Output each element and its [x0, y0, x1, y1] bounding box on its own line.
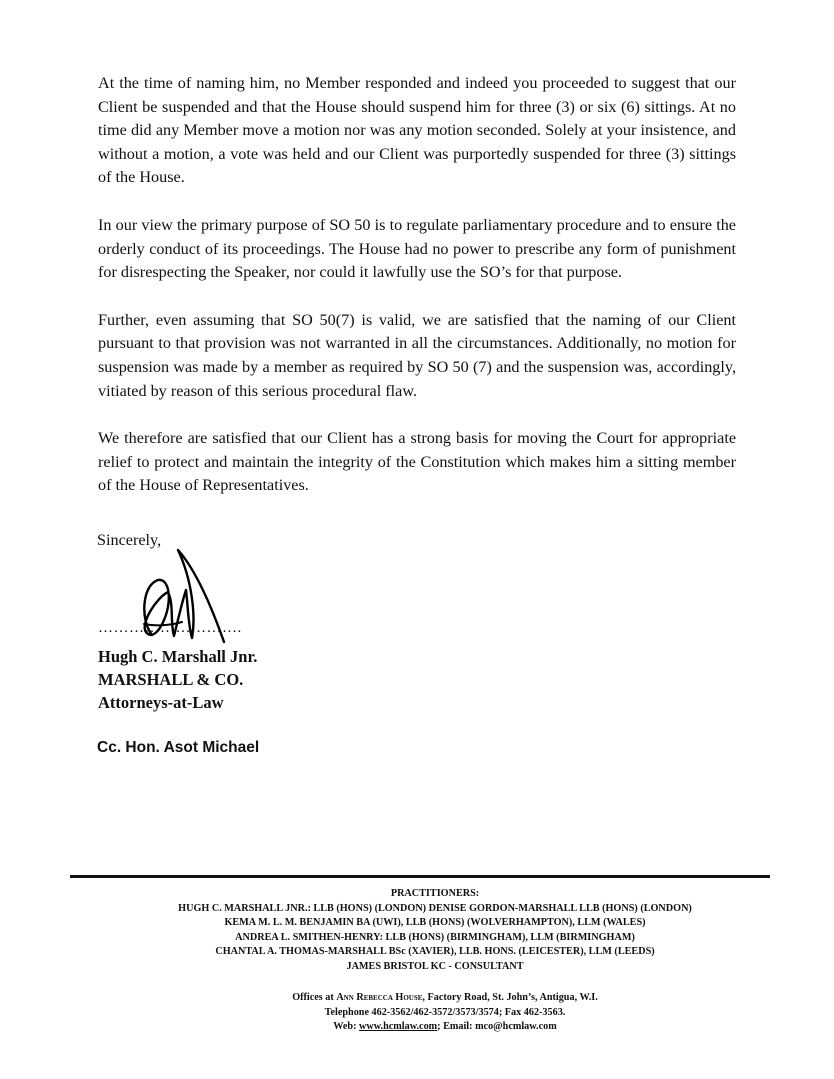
office-telephone: Telephone 462-3562/462-3572/3573/3574; Fax 462-3563.: [324, 1006, 566, 1018]
practitioner-line: CHANTAL A. THOMAS-MARSHALL BSc (XAVIER), LLB. HONS. (LEICESTER), LLM (LEEDS): [215, 946, 655, 958]
closing-salutation: Sincerely,: [97, 531, 162, 549]
practitioner-line: ANDREA L. SMITHEN-HENRY: LLB (HONS) (BIRMINGHAM), LLM (BIRMINGHAM): [235, 931, 635, 943]
body-paragraph-3: Further, even assuming that SO 50(7) is valid, we are satisfied that the naming of our Client pursuant to that provision was not warranted in all the circumstances. Additionally, no motion for suspension was made by a member as required by SO 50 (7) and the suspension was, accordingly, vitiated by reason of this serious procedural flaw.: [98, 310, 736, 400]
office-building: Ann Rebecca House: [336, 992, 423, 1003]
office-prefix: Offices at: [292, 992, 337, 1003]
office-address: [230, 991, 660, 1006]
practitioner-line: KEMA M. L. M. BENJAMIN BA (UWI), LLB (HONS) (WOLVERHAMPTON), LLM (WALES): [224, 917, 646, 929]
signature-line: ……………………….: [98, 620, 242, 636]
website-link[interactable]: www.hcmlaw.com: [359, 1021, 438, 1033]
office-street: , Factory Road, St. John’s, Antigua, W.I.: [422, 992, 598, 1003]
signatory-title: Attorneys-at-Law: [98, 693, 224, 712]
signatory-firm: MARSHALL & CO.: [98, 670, 244, 689]
practitioner-line: HUGH C. MARSHALL JNR.: LLB (HONS) (LONDON) DENISE GORDON-MARSHALL LLB (HONS) (LONDON): [178, 902, 692, 914]
office-contact: [230, 991, 660, 1035]
cc-line: Cc. Hon. Asot Michael: [97, 739, 260, 756]
signature-block: [98, 645, 257, 714]
practitioners-heading: PRACTITIONERS:: [390, 888, 480, 899]
body-paragraph-4: We therefore are satisfied that our Client has a strong basis for moving the Court for appropriate relief to protect and maintain the integrity of the Constitution which makes him a sitting member of the House of Representatives.: [98, 429, 736, 495]
footer-divider: [70, 875, 770, 878]
email-text: ; Email: mco@hcmlaw.com: [437, 1021, 557, 1033]
web-prefix: Web:: [333, 1021, 360, 1033]
signatory-name: Hugh C. Marshall Jnr.: [98, 647, 258, 666]
practitioner-line: JAMES BRISTOL KC - CONSULTANT: [346, 960, 524, 972]
body-paragraph-1: At the time of naming him, no Member responded and indeed you proceeded to suggest that our Client be suspended and that the House should suspend him for three (3) or six (6) sittings. At no time did any Member move a motion nor was any motion seconded. Solely at your insistence, and without a motion, a vote was held and our Client was purportedly suspended for three (3) sittings of the House.: [98, 74, 736, 187]
practitioners-list: [70, 887, 800, 975]
office-web-email: [230, 1020, 660, 1035]
body-paragraph-2: In our view the primary purpose of SO 50 is to regulate parliamentary procedure and to ensure the orderly conduct of its proceedings. The House had no power to prescribe any form of punishment for disrespecting the Speaker, nor could it lawfully use the SO’s for that purpose.: [98, 215, 736, 282]
letter-body: [98, 72, 736, 522]
